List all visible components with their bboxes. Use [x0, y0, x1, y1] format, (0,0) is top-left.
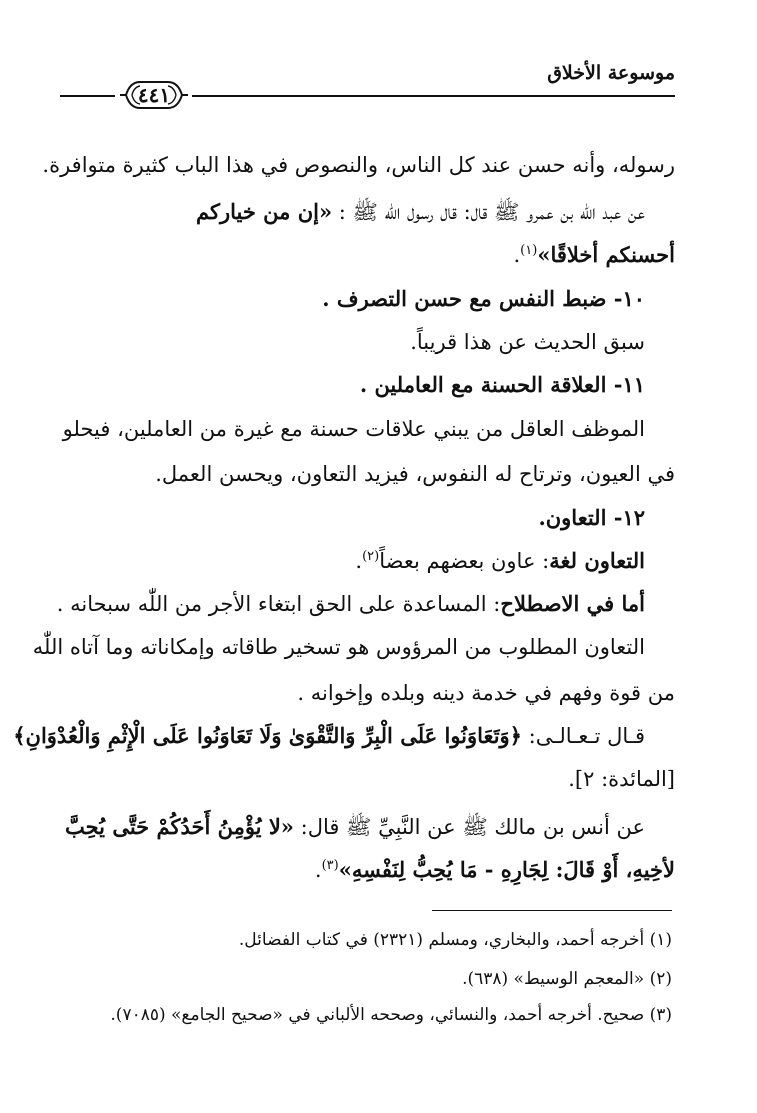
- section-heading: ١٢- التعاون.: [538, 505, 645, 530]
- running-header-title: موسوعة الأخلاق: [547, 62, 675, 84]
- page-number-text: ٤٤١: [137, 83, 171, 107]
- footnote: (٢) «المعجم الوسيط» (٦٣٨).: [462, 969, 672, 989]
- page-number: [116, 78, 192, 112]
- text-line: عن أنس بن مالك ﷺ عن النَّبِيِّ ﷺ قال: «لا يُؤْمِنُ أَحَدُكُمْ حَتَّى يُحِبَّ: [65, 814, 645, 839]
- header-rule: [60, 95, 115, 97]
- text-line: سبق الحديث عن هذا قريباً.: [410, 330, 645, 354]
- text-line: رسوله، وأنه حسن عند كل الناس، والنصوص في هذا الباب كثيرة متوافرة.: [42, 153, 675, 177]
- text-line: عن عبد اللّٰه بن عمرو ﷺ قال: قال رسول اللّٰه ﷺ : «إن من خياركم: [196, 199, 645, 224]
- text-line: التعاون لغة: عاون بعضهم بعضاً$^{(٢)}$.: [355, 548, 645, 573]
- section-heading: ١١- العلاقة الحسنة مع العاملين .: [359, 372, 645, 397]
- text-line: الموظف العاقل من يبني علاقات حسنة مع غيرة من العاملين، فيحلو: [62, 417, 645, 441]
- verse-reference: [المائدة: ٢].: [568, 767, 675, 791]
- footnote: (٣) صحيح. أخرجه أحمد، والنسائي، وصححه الألباني في «صحيح الجامع» (٧٠٨٥).: [110, 1005, 672, 1025]
- text-line: أحسنكم أخلاقًا»$^{(١)}$.: [513, 242, 675, 267]
- text-line: لأخِيهِ، أَوْ قَالَ: لِجَارِهِ - مَا يُحِبُّ لِنَفْسِهِ»$^{(٣)}$.: [314, 857, 675, 882]
- quran-verse-line: قـال تـعـالـى: ﴿وَتَعَاوَنُوا عَلَى الْبِرِّ وَالتَّقْوَىٰ وَلَا تَعَاوَنُوا عَلَى الْإِثْمِ وَالْعُدْوَانِ﴾: [13, 723, 645, 748]
- text-line: في العيون، وترتاح له النفوس، فيزيد التعاون، ويحسن العمل.: [155, 462, 675, 486]
- section-heading: ١٠- ضبط النفس مع حسن التصرف .: [322, 286, 645, 311]
- text-line: التعاون المطلوب من المرؤوس هو تسخير طاقاته وإمكاناته وما آتاه اللّٰه: [32, 635, 645, 659]
- footnote: (١) أخرجه أحمد، والبخاري، ومسلم (٢٣٢١) في كتاب الفضائل.: [238, 930, 672, 950]
- header-rule: [192, 95, 675, 97]
- text-line: من قوة وفهم في خدمة دينه وبلده وإخوانه .: [297, 681, 675, 705]
- text-line: أما في الاصطلاح: المساعدة على الحق ابتغاء الأجر من اللّٰه سبحانه .: [56, 591, 645, 616]
- footnote-separator: [432, 910, 672, 911]
